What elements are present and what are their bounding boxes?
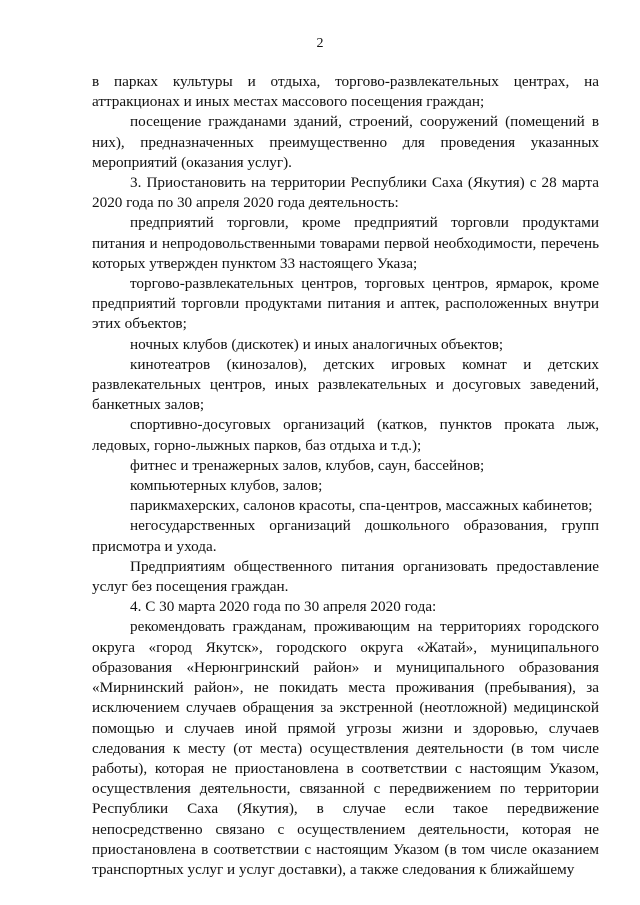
paragraph: спортивно-досуговых организаций (катков, пунктов проката лыж, ледовых, горно-лыжных парков, баз отдыха и т.д.); [92, 416, 599, 454]
page-number: 2 [316, 36, 324, 51]
paragraph: фитнес и тренажерных залов, клубов, саун, бассейнов; [130, 456, 485, 474]
paragraph: кинотеатров (кинозалов), детских игровых комнат и детских развлекательных центров, иных развлекательных и досуговых заведений, банкетных залов; [92, 355, 599, 414]
paragraph: предприятий торговли, кроме предприятий торговли продуктами питания и непродовольственными товарами первой необходимости, перечень которых утвержден пунктом 33 настоящего Указа; [92, 214, 599, 272]
paragraph: парикмахерских, салонов красоты, спа-центров, массажных кабинетов; [130, 497, 593, 515]
document-body [92, 72, 599, 880]
paragraph: посещение гражданами зданий, строений, сооружений (помещений в них), предназначенных преимущественно для проведения указанных мероприятий (оказания услуг). [92, 113, 599, 171]
paragraph: торгово-развлекательных центров, торговых центров, ярмарок, кроме предприятий торговли продуктами питания и аптек, расположенных внутри этих объектов; [92, 275, 599, 333]
paragraph: Предприятиям общественного питания организовать предоставление услуг без посещения граждан. [92, 557, 599, 596]
paragraph: негосударственных организаций дошкольного образования, групп присмотра и ухода. [92, 517, 599, 555]
paragraph: рекомендовать гражданам, проживающим на территориях городского округа «город Якутск», городского округа «Жатай», муниципального образования «Нерюнгринский район» и муниципального образования «Мирнинский район», не покидать места проживания (пребывания), за исключением случаев обращения за экстренной (неотложной) медицинской помощью и случаев иной прямой угрозы жизни и здоровью, случаев следования к месту (от места) осуществления деятельности (в том числе работы), которая не приостановлена в соответствии с настоящим Указом, осуществления деятельности, связанной с передвижением по территории Республики Саха (Якутия), в случае если такое передвижение непосредственно связано с осуществлением деятельности, которая не приостановлена в соответствии с настоящим Указом (в том числе оказанием транспортных услуг и услуг доставки), а также следования к ближайшему [92, 618, 599, 878]
paragraph: ночных клубов (дискотек) и иных аналогичных объектов; [130, 335, 504, 353]
paragraph: в парках культуры и отдыха, торгово-развлекательных центрах, на аттракционах и иных местах массового посещения граждан; [92, 73, 599, 111]
paragraph: 3. Приостановить на территории Республики Саха (Якутия) с 28 марта 2020 года по 30 апреля 2020 года деятельность: [92, 174, 599, 212]
paragraph: 4. С 30 марта 2020 года по 30 апреля 2020 года: [130, 598, 437, 616]
paragraph: компьютерных клубов, залов; [130, 477, 323, 495]
